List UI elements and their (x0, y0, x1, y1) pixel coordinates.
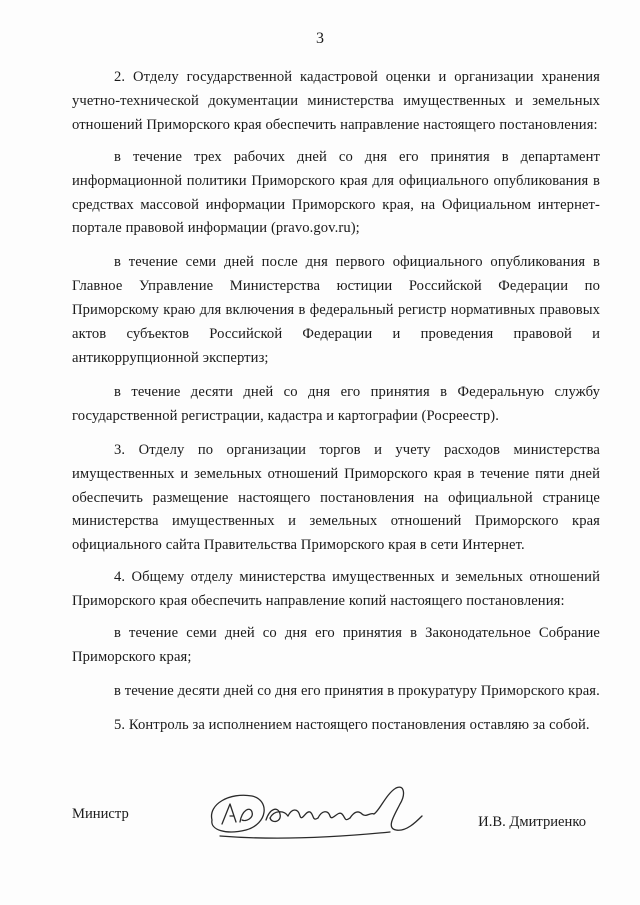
handwritten-signature (200, 780, 450, 850)
paragraph-2-item-2: в течение семи дней после дня первого официального опубликования в Главное Управление Министерства юстиции Российской Федерации по Приморскому краю для включения в федеральный регистр нормативных правовых актов субъектов Российской Федерации и проведения правовой и антикоррупционной экспертиз; (72, 254, 600, 366)
paragraph-5: 5. Контроль за исполнением настоящего постановления оставляю за собой. (114, 716, 590, 733)
paragraph-4: 4. Общему отделу министерства имущественных и земельных отношений Приморского края обеспечить направление копий настоящего постановления: (72, 569, 600, 610)
signer-name: И.В. Дмитриенко (478, 814, 586, 830)
paragraph-2: 2. Отделу государственной кадастровой оценки и организации хранения учетно-технической документации министерства имущественных и земельных отношений Приморского края обеспечить направление настоящего постановления: (72, 69, 600, 133)
paragraph-2-item-1: в течение трех рабочих дней со дня его принятия в департамент информационной политики Приморского края для официального опубликования в средствах массовой информации Приморского края, на Официальном интернет-портале правовой информации (pravo.gov.ru); (72, 148, 600, 237)
paragraph-3: 3. Отделу по организации торгов и учету расходов министерства имущественных и земельных отношений Приморского края в течение пяти дней обеспечить размещение настоящего постановления на официальной странице министерства имущественных и земельных отношений Приморского края официального сайта Правительства Приморского края в сети Интернет. (72, 441, 600, 554)
page-number: 3 (316, 30, 324, 47)
signature-block (72, 780, 600, 850)
document-body (72, 66, 600, 746)
paragraph-4-item-2: в течение десяти дней со дня его принятия в прокуратуру Приморского края. (114, 682, 600, 699)
paragraph-2-item-3: в течение десяти дней со дня его принятия в Федеральную службу государственной регистрации, кадастра и картографии (Росреестр). (72, 383, 600, 424)
paragraph-4-item-1: в течение семи дней со дня его принятия в Законодательное Собрание Приморского края; (72, 625, 600, 665)
signer-position: Министр (72, 806, 129, 822)
